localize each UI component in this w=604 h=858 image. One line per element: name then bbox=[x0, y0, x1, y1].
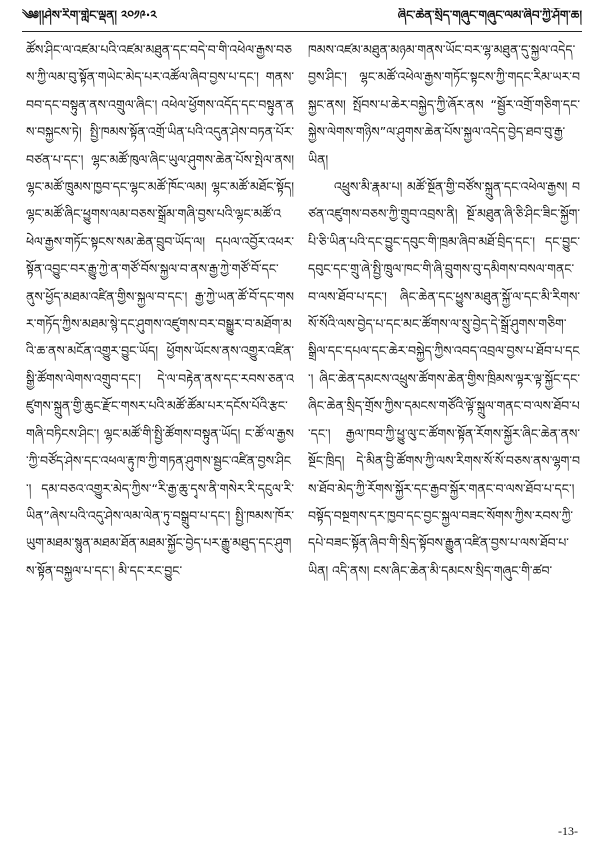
journal-title: ༄༅།།ཤེས་རིག་གླེང་ལྡན། ༢༠༡༩·༢ bbox=[22, 8, 157, 22]
right-paragraph-1: ཁམས་འཛམ་མཐུན་མཉམ་གནས་ཡོང་བར་ལྷ་མཐུན་དུ་སྐྱལ་འདེད་བྱས་ཤིང་། ལྷང་མཚོ་འཕེལ་རྒྱས་གཏོང་སྟངས་ཀྱི་གདང་རིམ་ཡར་བསྐྱང་ནས། སྤོབས་པ་ཆེར་བསྐྱེད་ཀྱི་ཞོར་ནས “སྦྱོར་འགྲོ་གཅིག་དང་སྐྱེས་ལེགས་གཉིས”ལ་ཤུགས་ཆེན་པོས་སྐྱལ་འདེད་བྱེད་ཐབ་བུ་རྒྱ་ཡིན། bbox=[308, 42, 580, 167]
left-column bbox=[26, 36, 294, 816]
page-number: -13- bbox=[558, 824, 578, 838]
right-paragraph-2: འཕྲུས་མི་རྣམ་པ། མཚོ་སྔོན་གྱི་བཙོས་སྐྲུན་དང་འཕེལ་རྒྱས། བཙན་འཛུགས་བཅས་ཀྱི་གྲུབ་འབྲས་ནི། སྔོ་མཐུན་ཞི་ཅི་ཤིང་ཟིང་སྐྱོག་པི་ཅི་ཡིན་པའི་དང་བྱུང་དབུང་གི་ཁྲམ་ཞིབ་མཐོ་བྲིད་དང་། དང་བྱུང་དབུང་དང་གྲུ་ཞེ་སྤྱི་ཁྲུལ་ཁང་གི་ཞི་བྲུགས་བུ་དམིགས་བསལ་གནང་བ་ལས་ཐོབ་པ་དང་། ཞིང་ཆེན་དང་ཕྱུས་མཐུན་སྐྱོ་ལ་དང་མི་རིགས་སོ་སོའི་ལས་བྱེད་པ་དང་མང་ཚོགས་ལ་སྲུ་བྱེད་དེ་སྒྲོ་ཤུགས་གཅིག་སྒྲིལ་དང་དཔལ་དང་ཆེར་བསྐྱེད་ཀྱིས་འབད་འབྲལ་བྱས་པ་ཐོབ་པ་དང་། ཞིང་ཆེན་དམངས་འཕྲུས་ཚོགས་ཆེན་གྱིས་ཁྲིམས་ལྟར་ལྟ་སྐྱོང་དང་ཞིང་ཆེན་སྲིད་གྲོས་ཀྱིས་དམངས་གཙོའི་ལྟོ་སྐྲུལ་གནང་བ་ལས་ཐོབ་པ་དང་། རྒྱལ་ཁབ་ཀྱི་ཕྱུ་ལུ་ང་ཚོགས་སྟོན་རོགས་སྐྱོར་ཞིང་ཆེན་ནས་སྔོང་ཁྲིད། དེ་མིན་བྱི་ཚོགས་ཀྱི་ལས་རིགས་སོ་སོ་བཅས་ནས་ལྷག་བས་ཐོབ་མེད་ཀྱི་རོགས་སྐྱོར་དང་རྒྱབ་སྐྱོར་གནང་བ་ལས་ཐོབ་པ་དང་། བསྟོད་བསྔགས་དར་ཁྱབ་དང་བྱང་སྐྱལ་བཟང་སོགས་ཀྱིས་རབས་ཀྱི་དཔེ་བཟང་སྟོན་ཞིབ་གི་སྲིད་སྟོབས་རྒྱུན་འཛིན་བྱས་པ་ལས་ཐོབ་པ་ཡིན། འདི་ནས། ངས་ཞིང་ཆེན་མི་དམངས་སྲིད་གཞུང་གི་ཚབ་ bbox=[308, 179, 580, 578]
header-rule bbox=[22, 31, 582, 32]
running-header bbox=[22, 8, 582, 30]
right-column bbox=[308, 36, 580, 816]
section-title: ཞིང་ཆེན་སྲིད་གཞུང་གཞུང་ལམ་ཞིབ་ཀྱི་ཤོག་ཆ། bbox=[397, 8, 582, 22]
left-paragraph-1: ཚོས་ཤིང་ལ་འཛམ་པའི་འཛམ་མཐུན་དང་བདེ་བ་གི་འཕེལ་རྒྱས་བཅས་ཀྱི་ལམ་བུ་སྟོན་གཡེང་མེད་པར་འཚོལ་ཞིབ་བྱས་པ་དང་། གནས་བབ་དང་བསྟུན་ནས་འགྲུལ་ཞིང་། འཕེལ་ཕྱོགས་འདོད་དང་བསྟུན་ནས་བསྐྱངས་ཏེ། སྤྱི་ཁམས་སྟོན་འགྲོ་ཡིན་པའི་འདུན་ཤེས་བཏན་པོར་བཙན་པ་དང་། ལྷང་མཚོ་ཁུལ་ཞིང་ཡུལ་ཤུགས་ཆེན་པོས་སྤེལ་ནས། ལྷང་མཚོ་ཁྲུམས་ཁྱབ་དང་ལྷང་མཚོ་ཁོང་ལམ། ལྷང་མཚོ་མཐོང་སྟོད། ལྷང་མཚོ་ཞིང་ཕྱུགས་ལམ་བཅས་སྒྲོམ་གཞི་བྱས་པའི་ལྷང་མཚོ་འཕེལ་རྒྱས་གཏོང་སྟངས་སམ་ཆེན་བྲུབ་ཡོད་ལ། དཔལ་འབྱོར་འཕར་སྟོན་འབྱུང་བར་རྒྱུ་ཀྱེ་ན་གཙོ་བོས་སྐྱལ་བ་ནས་རྒྱ་ཀྱེ་གཙོ་བོ་དང་ནུས་ཕྱོད་མཐམ་འཛིན་གྱིས་སྐྱལ་བ་དང་། རྒྱ་ཀྱེ་ཡན་ཚོ་བོ་དང་གསར་གཏོད་ཀྱིས་མཐམ་སྙེ་དང་ཤུགས་འཛུགས་བར་བསྒྱུར་བ་མཐོག་མའི་ཆ་ནས་མངོན་འགྱུར་བྱུང་ཡོད། ཕྱོགས་ཡོངས་ནས་འགྱུར་འཛིན་སྒྱི་ཚོགས་ལེགས་འགྲུབ་དང་། དེ་ལ་བརྟེན་ནས་དང་རབས་ཅན་འཛུགས་སྐྲུན་གྱི་ཆུང་རྫོང་གསར་པའི་མཚོ་ཚོམ་པར་དངོས་པོའི་རྩང་གཞི་བཏིངས་ཤིང་། ལྷང་མཚོ་གི་སྤྱི་ཚོགས་བསྟུན་ཡོད། ང་ཚོ་ལ་རྒྱས་ཀྱི་བཙོད་ཤེས་དང་འཕལ་རྟུ་ཁ་ཀྱི་གཏན་ཤུགས་སྦྱང་འཛིན་བྱས་ཤིང་། དམ་བཅའ་འགྱུར་མེད་ཀྱིས་“རི་རྒྱ་ཆུ་དྭས་ནི་གསེར་རི་དངུལ་རི་ཡིན”ཞེས་པའི་འདུ་ཤེས་ལམ་ལེན་ཏུ་བསྒྲུབ་པ་དང་། སྤྱི་ཁམས་ཁོར་ཡུག་མཐམ་སྙུན་མཐམ་ཐོན་མཐམ་སྐྱོང་བྱེད་པར་རྒྱུ་མཐུད་དང་ཤུགས་སྟོན་བསྐྱལ་པ་དང་། མི་དང་རང་བྱུང་ bbox=[26, 42, 294, 578]
